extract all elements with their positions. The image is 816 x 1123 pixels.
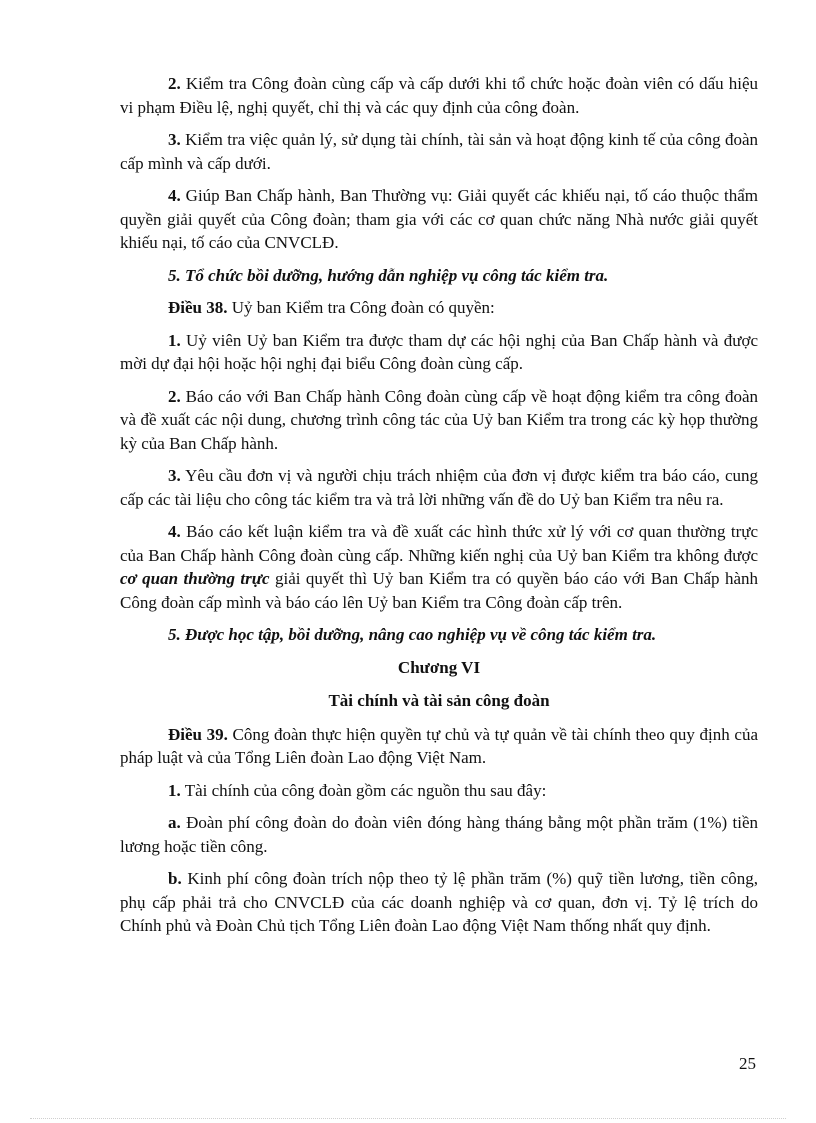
paragraph-text: Kiểm tra Công đoàn cùng cấp và cấp dưới khi tổ chức hoặc đoàn viên có dấu hiệu vi phạm Điều lệ, nghị quyết, chỉ thị và các quy định của công đoàn. [120,74,758,117]
page-divider [30,1118,786,1119]
article-number: Điều 39. [168,724,228,744]
paragraph-39-1b [120,867,758,938]
paragraph-3 [120,128,758,175]
paragraph-38-1 [120,329,758,376]
section-heading-5b: 5. Được học tập, bồi dưỡng, nâng cao nghiệp vụ về công tác kiểm tra. [168,625,657,644]
article-39 [120,723,758,770]
document-body [120,72,758,947]
paragraph-text: Uỷ ban Kiểm tra Công đoàn có quyền: [227,298,495,317]
paragraph-text: Giúp Ban Chấp hành, Ban Thường vụ: Giải quyết các khiếu nại, tố cáo thuộc thẩm quyền giải quyết của Công đoàn; tham gia với các cơ quan chức năng Nhà nước giải quyết khiếu nại, tố cáo của CNVCLĐ. [120,186,758,252]
item-number: 1. [168,780,181,800]
item-letter: b. [168,869,182,888]
paragraph-2 [120,72,758,119]
paragraph-38-2 [120,385,758,456]
section-heading-5: 5. Tổ chức bồi dưỡng, hướng dẫn nghiệp vụ công tác kiểm tra. [168,265,609,285]
item-number: 4. [168,522,181,541]
paragraph-text: Yêu cầu đơn vị và người chịu trách nhiệm của đơn vị được kiểm tra báo cáo, cung cấp các tài liệu cho công tác kiểm tra và trả lời những vấn đề do Uỷ ban Kiểm tra nêu ra. [120,466,758,509]
paragraph-text: Công đoàn thực hiện quyền tự chủ và tự quản về tài chính theo quy định của pháp luật và của Tổng Liên đoàn Lao động Việt Nam. [120,724,758,767]
paragraph-4 [120,184,758,255]
item-number: 4. [168,186,181,205]
paragraph-text: Tài chính của công đoàn gồm các nguồn thu sau đây: [180,780,547,800]
paragraph-text: Kiểm tra việc quản lý, sử dụng tài chính, tài sản và hoạt động kinh tế của công đoàn cấp mình và cấp dưới. [120,130,758,173]
chapter-title: Tài chính và tài sản công đoàn [328,691,550,710]
paragraph-text: Báo cáo kết luận kiểm tra và đề xuất các hình thức xử lý với cơ quan thường trực của Ban Chấp hành Công đoàn cùng cấp. Những kiến nghị của Uỷ ban Kiểm tra không được [120,522,758,565]
paragraph-text: Báo cáo với Ban Chấp hành Công đoàn cùng cấp về hoạt động kiểm tra công đoàn và đề xuất các nội dung, chương trình công tác của Uỷ ban Kiểm tra trong các kỳ họp thường kỳ của Ban Chấp hành. [120,386,758,453]
paragraph-38-3 [120,464,758,511]
chapter-heading: Chương VI [397,657,481,677]
item-number: 3. [168,130,181,149]
emphasis-text: cơ quan thường trực [120,569,270,588]
article-number: Điều 38. [168,298,228,317]
paragraph-text: giải quyết thì Uỷ ban Kiểm tra có quyền báo cáo với Ban Chấp hành Công đoàn cấp mình và báo cáo lên Uỷ ban Kiểm tra Công đoàn cấp trên. [120,569,758,612]
item-letter: a. [168,813,181,832]
item-number: 3. [168,466,181,485]
paragraph-text: Uỷ viên Uỷ ban Kiểm tra được tham dự các hội nghị của Ban Chấp hành và được mời dự đại hội hoặc hội nghị đại biểu Công đoàn cùng cấp. [120,330,758,373]
paragraph-39-1 [120,779,758,803]
article-38 [120,296,758,320]
paragraph-text: Kinh phí công đoàn trích nộp theo tỷ lệ phần trăm (%) quỹ tiền lương, tiền công, phụ cấp phải trả cho CNVCLĐ của các doanh nghiệp và cơ quan, đơn vị. Tỷ lệ trích do Chính phủ và Đoàn Chủ tịch Tổng Liên đoàn Lao động Việt Nam thống nhất quy định. [120,869,758,935]
item-number: 1. [168,330,181,350]
page-number: 25 [739,1054,756,1073]
paragraph-38-4 [120,520,758,614]
paragraph-text: Đoàn phí công đoàn do đoàn viên đóng hàng tháng bằng một phần trăm (1%) tiền lương hoặc tiền công. [120,813,758,856]
item-number: 2. [168,386,181,406]
paragraph-39-1a [120,811,758,858]
item-number: 2. [168,74,181,93]
